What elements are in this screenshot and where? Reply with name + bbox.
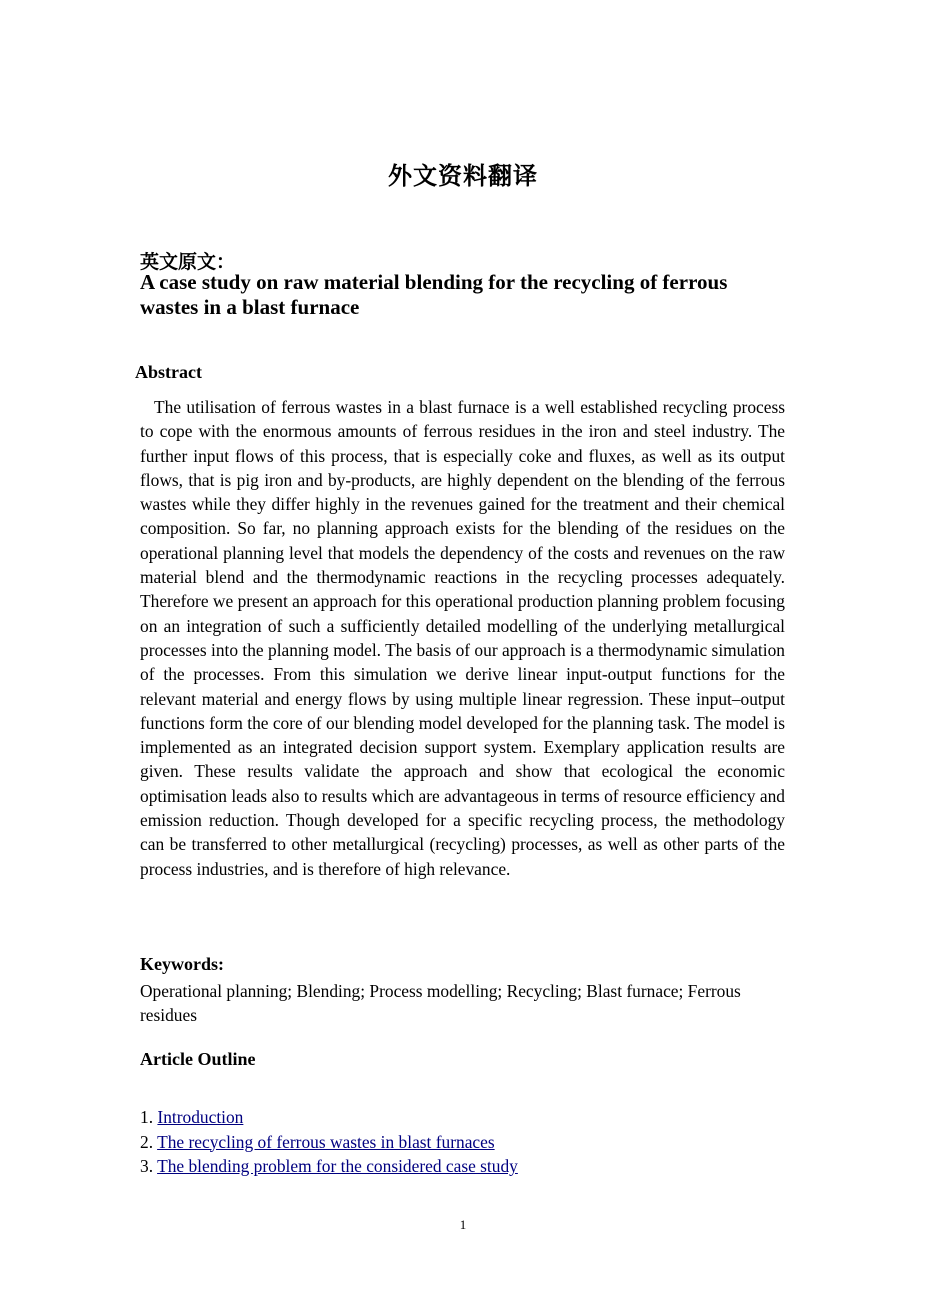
article-outline-heading: Article Outline bbox=[140, 1049, 256, 1069]
page-number: 1 bbox=[459, 1217, 467, 1232]
keywords-heading: Keywords: bbox=[140, 954, 224, 974]
outline-item-number: 1. bbox=[140, 1107, 154, 1127]
abstract-heading: Abstract bbox=[135, 362, 202, 382]
outline-item bbox=[140, 1105, 518, 1130]
outline-item bbox=[140, 1130, 518, 1155]
outline-item bbox=[140, 1154, 518, 1179]
outline-item-number: 3. bbox=[140, 1156, 154, 1176]
article-title: A case study on raw material blending for the recycling of ferrous wastes in a blast furnace bbox=[140, 270, 728, 319]
original-text-label: 英文原文： bbox=[140, 251, 236, 273]
keywords-text: Operational planning; Blending; Process modelling; Recycling; Blast furnace; Ferrous residues bbox=[140, 981, 741, 1025]
abstract-text: The utilisation of ferrous wastes in a blast furnace is a well established recycling process to cope with the enormous amounts of ferrous residues in the iron and steel industry. The further input flows of this process, that is especially coke and fluxes, as well as its output flows, that is pig iron and by-products, are highly dependent on the blending of the ferrous wastes while they differ highly in the revenues gained for the treatment and their chemical composition. So far, no planning approach exists for the blending of the residues on the operational planning level that models the dependency of the costs and revenues on the raw material blend and the thermodynamic reactions in the recycling processes adequately. Therefore we present an approach for this operational production planning problem focusing on an integration of such a sufficiently detailed modelling of the underlying metallurgical processes into the planning model. The basis of our approach is a thermodynamic simulation of the processes. From this simulation we derive linear input-output functions for the relevant material and energy flows by using multiple linear regression. These input–output functions form the core of our blending model developed for the planning task. The model is implemented as an integrated decision support system. Exemplary application results are given. These results validate the approach and show that ecological the economic optimisation leads also to results which are advantageous in terms of resource efficiency and emission reduction. Though developed for a specific recycling process, the methodology can be transferred to other metallurgical (recycling) processes, as well as other parts of the process industries, and is therefore of high relevance. bbox=[140, 397, 785, 879]
outline-link-recycling[interactable]: The recycling of ferrous wastes in blast furnaces bbox=[157, 1131, 495, 1152]
outline-item-number: 2. bbox=[140, 1131, 154, 1152]
article-outline-list bbox=[140, 1105, 518, 1179]
page-title: 外文资料翻译 bbox=[388, 162, 538, 190]
outline-link-introduction[interactable]: Introduction bbox=[157, 1107, 244, 1127]
outline-link-blending-problem[interactable]: The blending problem for the considered case study bbox=[157, 1156, 518, 1176]
